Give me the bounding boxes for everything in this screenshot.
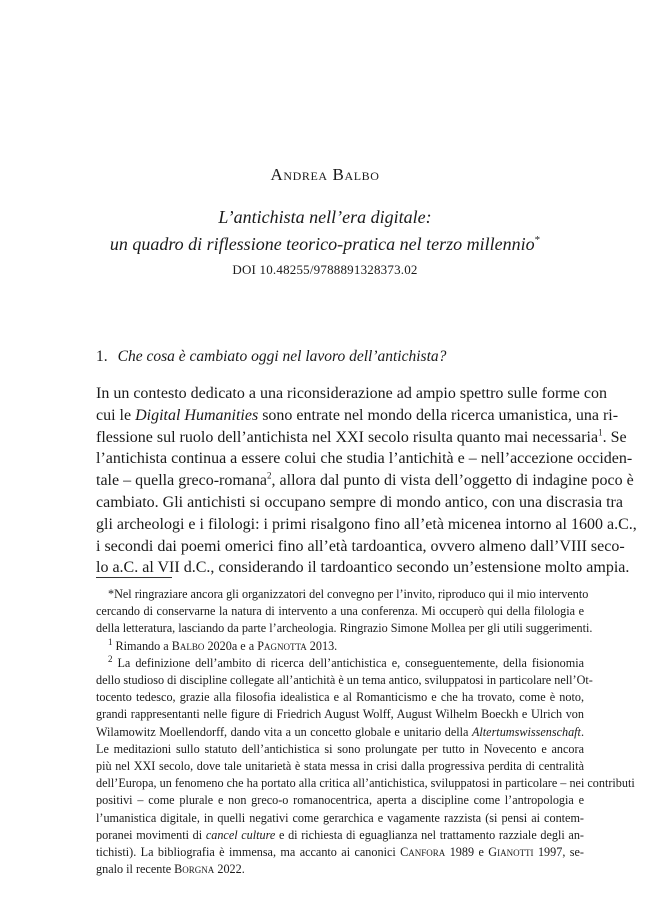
fn-text: .: [580, 724, 584, 739]
citation-canfora: Canfora: [400, 845, 446, 860]
footnote-2-line: più nel XXI secolo, dove tale unitarietà è stata messa in crisi dalla progressiva perdita di centralità: [96, 759, 584, 774]
author-name: Andrea Balbo: [270, 165, 380, 184]
body-paragraph: [96, 383, 637, 579]
footnote-2-line: positivi – come plurale e non greco-o romanocentrica, aperta a discipline come l’antropologia e: [96, 793, 584, 808]
footnote-2-line: tocento tedesco, grazie alla filosofia idealistica e al Romanticismo e che ha trovato, come è noto,: [96, 690, 584, 705]
body-text: , allora dal punto di vista dell’oggetto di indagine poco è: [271, 472, 634, 490]
body-text: tale – quella greco-romana: [96, 472, 268, 490]
doi: DOI 10.48255/9788891328373.02: [232, 262, 418, 277]
body-text: cui le: [96, 406, 136, 424]
body-line: [96, 383, 607, 405]
section-number: 1.: [96, 348, 108, 365]
footnote-2-line: [96, 827, 584, 844]
footnote-2-line: [96, 655, 584, 672]
fn-italic: Altertumswissenschaft: [471, 724, 581, 739]
body-line: [96, 492, 623, 514]
footnote-divider: [96, 577, 172, 578]
body-text: gli archeologi e i filologi: i primi risalgono fino all’età micenea intorno al 1600 a.C.,: [96, 515, 637, 533]
body-text: l’antichista continua a essere colui che studia l’antichità e – nell’accezione occiden-: [96, 450, 633, 468]
footnote-2-line: dello studioso di discipline collegate all’antichità è un tema antico, sviluppatosi in particolare nell’Ot-: [96, 673, 593, 688]
body-text: . Se: [602, 428, 627, 446]
body-line: [96, 448, 633, 470]
fn-text: 2013.: [306, 638, 338, 653]
title-footnote-mark: *: [534, 234, 541, 246]
footnote-2-line: l’umanistica digitale, in quelli negativi come gerarchica e vagamente razzista (si pensi ai contem-: [96, 810, 584, 825]
footnote-2-line: grandi rappresentanti nelle figure di Friedrich August Wolff, August Wilhelm Boeckh e Ulrich von: [96, 707, 584, 722]
footnote-star-line: *Nel ringraziare ancora gli organizzatori del convegno per l’invito, riproduco qui il mio intervento: [108, 587, 589, 601]
section-heading: [96, 348, 446, 366]
body-line: [96, 514, 637, 536]
section-title: Che cosa è cambiato oggi nel lavoro dell’antichista?: [117, 348, 447, 365]
title-line-1: L’antichista nell’era digitale:: [218, 207, 432, 227]
body-text: cambiato. Gli antichisti si occupano sempre di mondo antico, con una discrasia tra: [96, 493, 623, 511]
citation-gianotti: Gianotti: [488, 845, 534, 860]
footnote-1: [96, 638, 584, 655]
body-line: [96, 557, 630, 579]
citation-borgna: Borgna: [174, 862, 215, 877]
footnotes: [96, 586, 635, 878]
body-line: [96, 470, 634, 492]
footnote-1-mark: 1: [108, 636, 113, 647]
footnote-2-line: [96, 844, 584, 861]
fn-italic: cancel culture: [205, 827, 276, 842]
footnote-2-line: [96, 861, 584, 878]
fn-text: 2022.: [214, 862, 245, 877]
fn-text: Rimando a: [115, 638, 172, 653]
article-title: [0, 206, 650, 256]
body-text: flessione sul ruolo dell’antichista nel XXI secolo risulta quanto mai necessaria: [96, 428, 599, 446]
fn-text: e di richiesta di eguaglianza nel trattamento razziale degli an-: [275, 827, 584, 842]
title-line-2-text: un quadro di riflessione teorico-pratica nel terzo millennio: [109, 234, 535, 254]
footnote-2-mark: 2: [108, 653, 113, 664]
fn-text: La definizione dell’ambito di ricerca dell’antichistica e, conseguentemente, della fisionomia: [117, 655, 584, 670]
citation-balbo: Balbo: [171, 638, 205, 653]
footnote-2-line: Le meditazioni sullo statuto dell’antichistica si sono prolungate per tutto in Novecento e ancora: [96, 741, 584, 756]
fn-text: gnalo il recente: [96, 862, 175, 877]
body-italic: Digital Humanities: [135, 406, 259, 424]
fn-text: Wilamowitz Moellendorff, dando vita a un concetto globale e unitario della: [96, 724, 472, 739]
body-line: [96, 536, 625, 558]
body-text: i secondi dai poemi omerici fino all’età tardoantica, ovvero almeno dall’VIII seco-: [96, 537, 625, 555]
body-line: [96, 427, 627, 449]
footnote-ref-1[interactable]: 1: [598, 427, 603, 438]
footnote-star-line: cercando di conservarne la natura di intervento a una conferenza. Mi occuperò qui della filologia e: [96, 604, 584, 619]
citation-pagnotta: Pagnotta: [257, 638, 307, 653]
fn-text: tichisti). La bibliografia è immensa, ma accanto ai canonici: [96, 845, 401, 860]
fn-text: 1989 e: [445, 845, 489, 860]
footnote-2-line: dell’Europa, un fenomeno che ha portato alla critica all’antichistica, sviluppatosi in particolare – nei contributi: [96, 776, 635, 791]
body-text: In un contesto dedicato a una riconsiderazione ad ampio spettro sulle forme con: [96, 385, 607, 402]
fn-text: 1997, se-: [533, 845, 584, 860]
fn-text: 2020a e a: [204, 638, 258, 653]
body-text: lo a.C. al VII d.C., considerando il tardoantico secondo un’estensione molto ampia.: [96, 559, 630, 577]
body-text: sono entrate nel mondo della ricerca umanistica, una ri-: [258, 406, 619, 424]
title-line-2: [0, 229, 650, 256]
footnote-star-line: della letteratura, lasciando da parte l’archeologia. Ringrazio Simone Mollea per gli utili suggerimenti.: [96, 621, 593, 636]
footnote-ref-2[interactable]: 2: [267, 470, 272, 481]
body-line: [96, 405, 619, 427]
fn-text: poranei movimenti di: [96, 827, 206, 842]
footnote-2-line: [96, 724, 584, 741]
